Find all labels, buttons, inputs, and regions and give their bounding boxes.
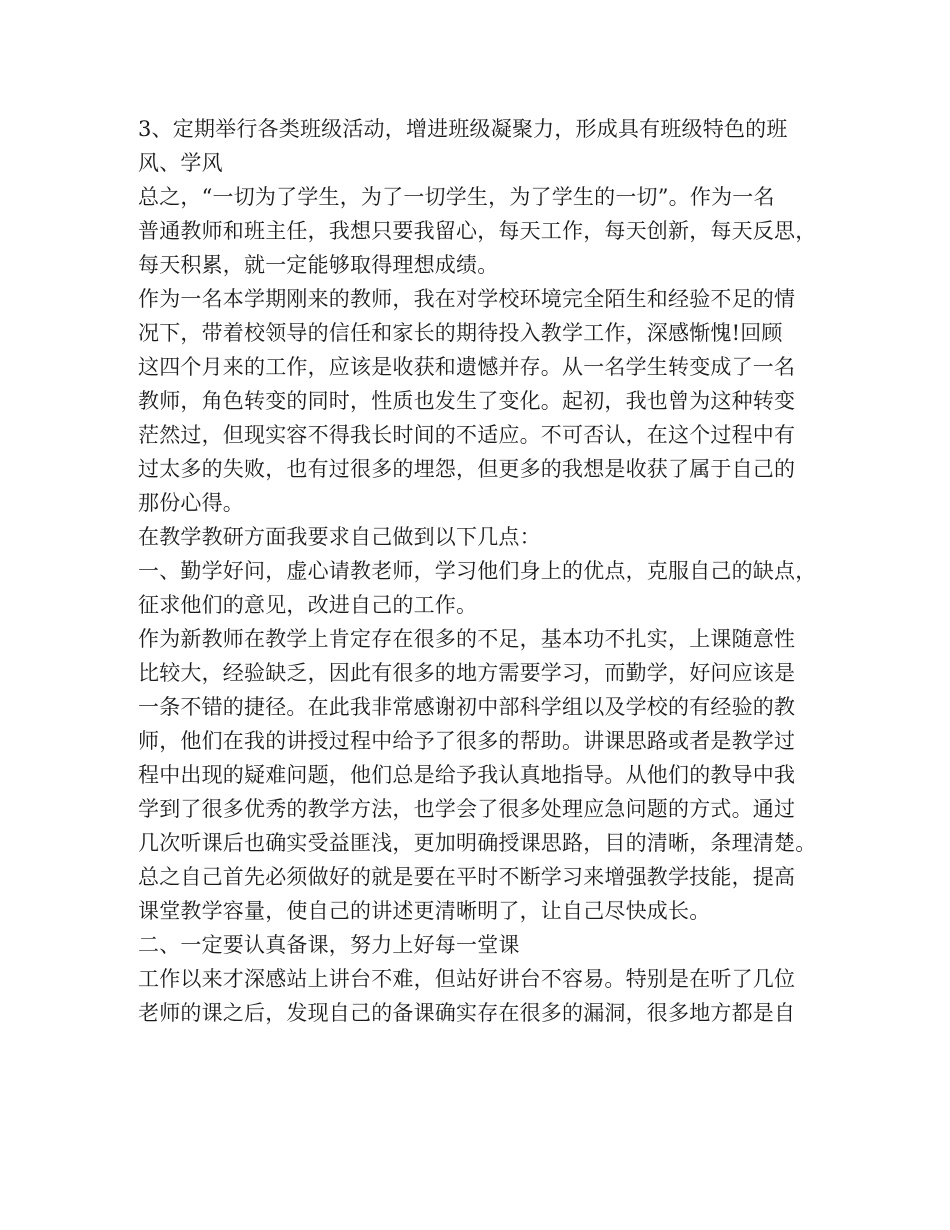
text-line: 风、学风: [138, 151, 223, 175]
text-line: 在教学教研方面我要求自己做到以下几点：: [138, 525, 541, 549]
text-line: 况下，带着校领导的信任和家长的期待投入教学工作，深感惭愧!回顾: [138, 321, 783, 345]
text-line: 总之自己首先必须做好的就是要在平时不断学习来增强教学技能，提高: [138, 865, 796, 889]
text-line: 那份心得。: [138, 491, 244, 515]
text-line: 作为新教师在教学上肯定存在很多的不足，基本功不扎实，上课随意性: [138, 627, 796, 651]
text-line: 征求他们的意见，改进自己的工作。: [138, 593, 478, 617]
text-line: 学到了很多优秀的教学方法，也学会了很多处理应急问题的方式。通过: [138, 797, 796, 821]
text-line: 一、勤学好问，虚心请教老师，学习他们身上的优点，克服自己的缺点，: [138, 559, 817, 583]
text-line: 一条不错的捷径。在此我非常感谢初中部科学组以及学校的有经验的教: [138, 695, 796, 719]
text-line: 比较大，经验缺乏，因此有很多的地方需要学习，而勤学，好问应该是: [138, 661, 796, 685]
text-line: 工作以来才深感站上讲台不难，但站好讲台不容易。特别是在听了几位: [138, 967, 796, 991]
text-line: 每天积累，就一定能够取得理想成绩。: [138, 253, 499, 277]
text-line: 这四个月来的工作，应该是收获和遗憾并存。从一名学生转变成了一名: [138, 355, 796, 379]
text-line: 程中出现的疑难问题，他们总是给予我认真地指导。从他们的教导中我: [138, 763, 796, 787]
text-line: 老师的课之后，发现自己的备课确实存在很多的漏洞，很多地方都是自: [138, 1001, 796, 1025]
text-line: 普通教师和班主任，我想只要我留心，每天工作，每天创新，每天反思，: [138, 219, 817, 243]
text-line: 过太多的失败，也有过很多的埋怨，但更多的我想是收获了属于自己的: [138, 457, 796, 481]
document-body: [138, 112, 838, 1030]
text-line: 教师，角色转变的同时，性质也发生了变化。起初，我也曾为这种转变: [138, 389, 796, 413]
text-line: 二、一定要认真备课，努力上好每一堂课: [138, 933, 520, 957]
text-line: 几次听课后也确实受益匪浅，更加明确授课思路，目的清晰，条理清楚。: [138, 831, 817, 855]
text-line: 师，他们在我的讲授过程中给予了很多的帮助。讲课思路或者是教学过: [138, 729, 796, 753]
text-line: 3、定期举行各类班级活动，增进班级凝聚力，形成具有班级特色的班: [138, 117, 788, 141]
text-line: 茫然过，但现实容不得我长时间的不适应。不可否认，在这个过程中有: [138, 423, 796, 447]
text-line: 课堂教学容量，使自己的讲述更清晰明了，让自己尽快成长。: [138, 899, 711, 923]
text-line: 总之，“一切为了学生，为了一切学生，为了学生的一切”。作为一名: [138, 185, 775, 209]
text-line: 作为一名本学期刚来的教师，我在对学校环境完全陌生和经验不足的情: [138, 287, 796, 311]
